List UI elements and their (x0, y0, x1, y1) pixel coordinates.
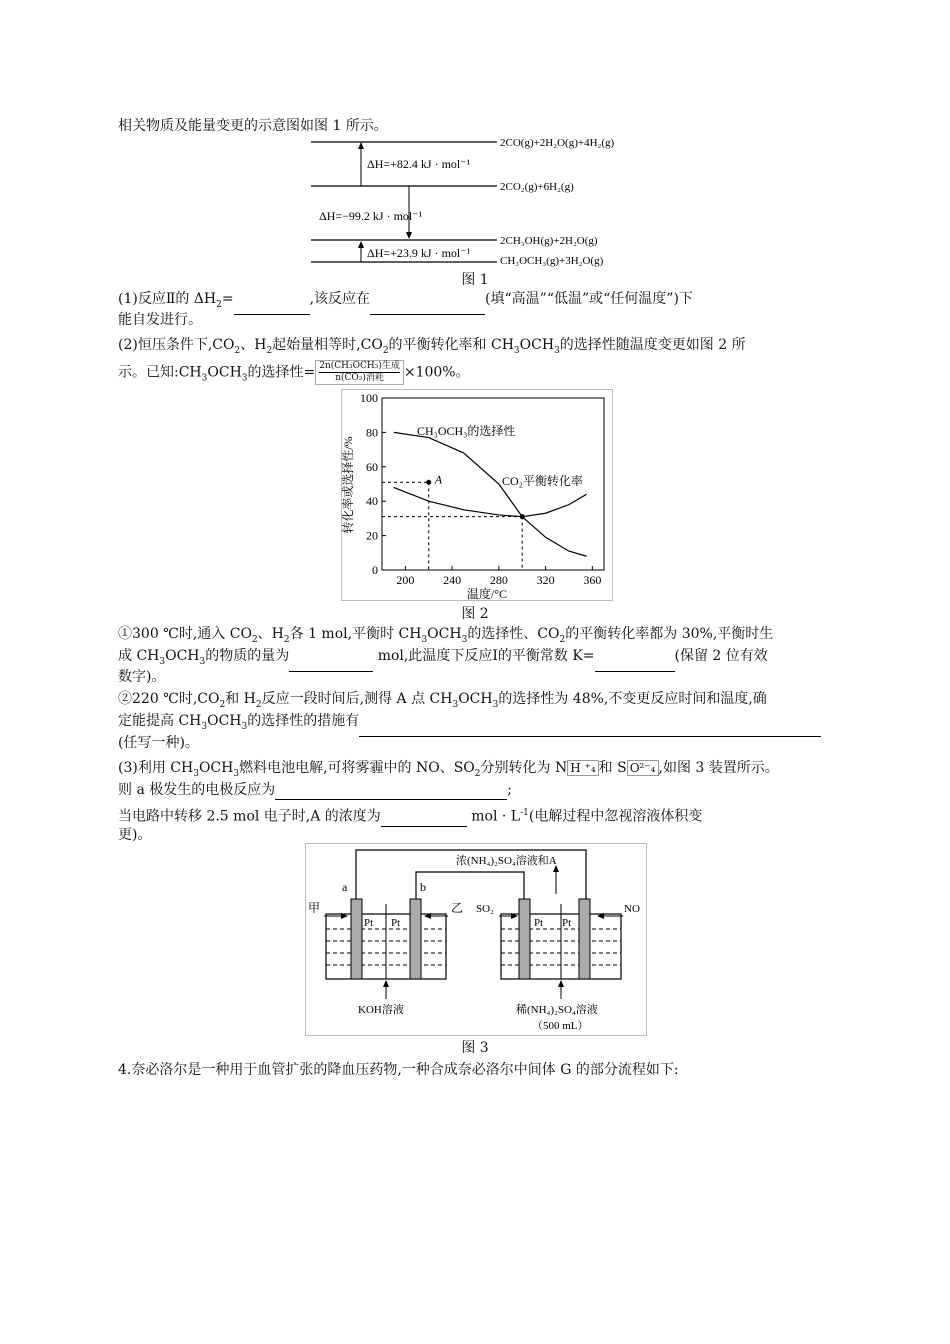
fig3-label-dilute: 稀(NH₄)₂SO₄溶液 (516, 1004, 598, 1016)
question-1-line-2: 能自发进行。 (118, 312, 202, 328)
question-2-1-line-2: 成 $CH_3OCH_3$的物质的量为 mol,此温度下反应Ⅰ的平衡常数 K= (保留 2 位有效 (118, 646, 768, 672)
fig1-level-1: 2CO(g)+2H₂O(g)+4H₂(g) (500, 137, 615, 149)
question-2-2-line-3: (任写一种)。 (118, 735, 199, 751)
question-2-line-1: (2)恒压条件下$,CO_2$、$H_2$起始量相等时$,CO_2$的平衡转化率和 $CH_3OCH_3$的选择性随温度变更如图 2 所 (118, 337, 746, 356)
fig1-level-3: 2CH₃OH(g)+2H₂O(g) (500, 235, 598, 247)
x-tick-label: 200 (396, 573, 415, 587)
fig1-dh3: ΔH=+23.9 kJ · mol⁻¹ (367, 246, 471, 260)
fig3-label-yi: 乙 (451, 901, 464, 915)
fig3-label-koh: KOH溶液 (358, 1004, 404, 1016)
data-point-0 (426, 480, 431, 485)
selectivity-fraction: $\frac{\text{2n(CH₃OCH₃)生成}}{\text{n(CO₂)消耗}}$ (315, 360, 404, 385)
question-2-1-line-1: ①300 ℃时,通入 $CO_2$、$H_2$各 1 mol,平衡时 $CH_3OCH_3$的选择性、$CO_2$的平衡转化率都为 30%,平衡时生 (118, 626, 774, 645)
figure-3-apparatus (305, 843, 647, 1036)
figure-2-caption: 图 2 (461, 606, 489, 622)
question-2-2-line-2: 定能提高 $CH_3OCH_3$的选择性的措施有 (118, 711, 821, 737)
data-point-1 (520, 514, 525, 519)
question-2-2-line-1: ②220 ℃时$,CO_2$和 $H_2$反应一段时间后,测得 A 点 $CH_3OCH_3$的选择性为 48%,不变更反应时间和温度,确 (118, 691, 767, 710)
fig1-level-2: 2CO₂(g)+6H₂(g) (500, 181, 574, 193)
answer-blank-concentration[interactable] (381, 810, 467, 827)
x-tick-label: 240 (443, 573, 462, 587)
figure-1-caption: 图 1 (461, 272, 489, 288)
x-axis-label: 温度/°C (466, 587, 508, 600)
answer-blank-measure[interactable] (359, 720, 821, 737)
question-1-line-1: (1)反应Ⅱ的 $\Delta H_2=$ ,该反应在 (填“高温”“低温”或“任何温度”)下 (118, 289, 693, 315)
fig3-label-no: NO (624, 903, 640, 915)
intro-text: 相关物质及能量变更的示意图如图 1 所示。 (118, 118, 388, 134)
question-3-line-4: 更)。 (118, 827, 152, 843)
sulfate-formula-box: O²⁻₄ (627, 760, 659, 776)
fig1-dh1: ΔH=+82.4 kJ · mol⁻¹ (367, 157, 471, 171)
x-tick-label: 360 (583, 573, 602, 587)
figure-3-caption: 图 3 (461, 1040, 489, 1056)
fig3-label-pt2: Pt (391, 917, 401, 929)
y-tick-label: 20 (366, 528, 378, 543)
fig3-label-pt3: Pt (534, 917, 544, 929)
y-tick-label: 100 (360, 391, 378, 405)
y-tick-label: 80 (366, 425, 378, 440)
series-line-1 (394, 487, 587, 516)
figure-1-energy-diagram (309, 136, 640, 267)
question-4-text: 4.奈必洛尔是一种用于血管扩张的降血压药物,一种合成奈必洛尔中间体 G 的部分流程如下: (118, 1062, 679, 1078)
question-3-line-1: (3)利用 $CH_3OCH_3$燃料电池电解,可将雾霾中的 NO、$SO_2$分别转化为 N H ⁺₄ 和 S O²⁻₄ ,如图 3 装置所示。 (118, 760, 779, 779)
fig3-label-jia: 甲 (308, 901, 321, 915)
x-tick-label: 280 (489, 573, 508, 587)
y-tick-label: 0 (372, 563, 378, 577)
fig3-label-a: a (342, 880, 348, 894)
answer-blank-condition[interactable] (370, 298, 485, 315)
answer-blank-k[interactable] (595, 655, 675, 672)
figure-2-chart (341, 389, 613, 601)
y-axis-label: 转化率或选择性/% (342, 436, 355, 534)
question-2-line-2: 示。已知$:CH_3OCH_3$的选择性= $\frac{\text{2n(CH₃OCH₃)生成}}{\text{n(CO₂)消耗}}$ ×100%。 (118, 361, 470, 384)
fig3-label-top: 浓(NH₄)₂SO₄溶液和A (456, 855, 557, 867)
point-label: A (434, 472, 443, 487)
ammonium-formula-box: H ⁺₄ (567, 760, 598, 776)
question-2-1-line-3: 数字)。 (118, 669, 166, 685)
series-label-selectivity: CH₃OCH₃的选择性 (417, 424, 516, 438)
x-tick-label: 320 (536, 573, 555, 587)
answer-blank-electrode[interactable] (275, 783, 507, 800)
answer-blank-moles[interactable] (289, 655, 373, 672)
fig3-label-pt1: Pt (364, 917, 374, 929)
question-3-line-2: 则 a 极发生的电极反应为 ; (118, 782, 512, 798)
series-line-0 (394, 432, 587, 556)
fig1-level-4: CH₃OCH₃(g)+3H₂O(g) (500, 255, 604, 267)
y-tick-label: 60 (366, 459, 378, 474)
fig3-label-pt4: Pt (562, 917, 572, 929)
y-tick-label: 40 (366, 494, 378, 509)
fig3-label-vol: （500 mL） (532, 1020, 589, 1032)
answer-blank-dh[interactable] (234, 298, 310, 315)
fig1-dh2: ΔH=−99.2 kJ · mol⁻¹ (319, 209, 423, 223)
fig3-label-so2: SO₂ (476, 903, 494, 915)
series-label-conversion: CO₂平衡转化率 (502, 474, 583, 488)
fig3-label-b: b (420, 880, 426, 894)
question-3-line-3: 当电路中转移 2.5 mol 电子时,A 的浓度为 mol · $L^{-1}$(电解过程中忽视溶液体积变 (118, 808, 703, 825)
